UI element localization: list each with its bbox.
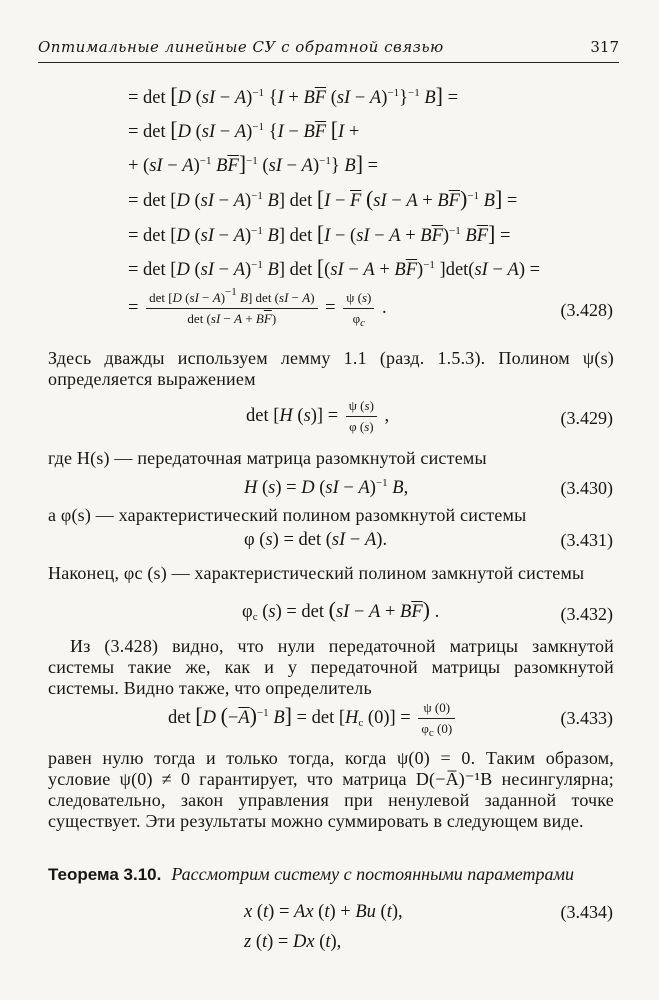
paragraph-open-loop-poly: а φ(s) — характеристический полином разомкнутой системы xyxy=(48,505,527,525)
derivation-line-1: = det [D (sI − A)$^{-1}$ {$I + B\overline{F}$ (sI − A)$^{-1}$}$^{-1}$ B] = xyxy=(128,83,459,108)
equation-3434-state: x (t) = Ax (t) + Bu (t), xyxy=(244,902,403,922)
equation-3429: det [H (s)] = $\frac{\psi (s)}{\varphi (s)}$ , xyxy=(246,398,390,434)
theorem-label: Теорема 3.10. xyxy=(48,865,162,884)
equation-3433: det [D $(-\overline{A})^{-1}$ $B] = \det [H_c$ (0)] = $\frac{\psi (0)}{\varphi_c (0)}$ xyxy=(168,700,458,737)
header-rule xyxy=(38,62,619,63)
paragraph-transfer-matrix: где H(s) — передаточная матрица разомкнутой системы xyxy=(48,448,487,468)
derivation-line-2: = det [D (sI − A)$^{-1}$ {$I - B\overline{F}$ [I + xyxy=(128,117,360,142)
derivation-line-5: = det [D (sI − A)$^{-1}$ B] $\det [I - (sI - A + B\overline{F})^{-1}$ $B\overline{F}$] = xyxy=(128,221,511,246)
paragraph-lemma: Здесь дважды используем лемму 1.1 (разд. 1.5.3). Полином ψ(s) определяется выражением xyxy=(48,348,614,389)
equation-3434-output: z (t) = Dx (t), xyxy=(244,932,342,952)
equation-number-3430: (3.430) xyxy=(560,478,613,498)
equation-3432: $\varphi_c$ $(s) = \det (sI - A + B\overline{F})$ . xyxy=(242,597,440,623)
running-header xyxy=(38,38,619,60)
equation-number-3429: (3.429) xyxy=(560,408,613,428)
equation-number-3431: (3.431) xyxy=(560,530,613,550)
paragraph-zeros: Из (3.428) видно, что нули передаточной матрицы замкнутой системы такие же, как и у передаточной матрицы разомкнутой системы. Видно также, что определитель xyxy=(48,636,614,698)
equation-number-3428: (3.428) xyxy=(560,300,613,320)
paragraph-nonsingular: равен нулю тогда и только тогда, когда ψ(0) = 0. Таким образом, условие ψ(0) ≠ 0 гарантирует, что матрица D(−A̅)⁻¹B несингулярна; следовательно, закон управления при ненулевой заданной точке существует. Эти результаты можно суммировать в следующем виде. xyxy=(48,748,614,831)
equation-number-3434: (3.434) xyxy=(560,902,613,922)
derivation-line-6: = det [D (sI − A)$^{-1}$ B] $\det [(sI - A + B\overline{F})^{-1}$ ]det(sI − A) = xyxy=(128,255,541,280)
equation-number-3432: (3.432) xyxy=(560,604,613,624)
equation-number-3433: (3.433) xyxy=(560,708,613,728)
paragraph-closed-loop-poly: Наконец, φc (s) — характеристический полином замкнутой системы xyxy=(48,563,585,583)
theorem-text: Рассмотрим систему с постоянными параметрами xyxy=(171,864,574,884)
equation-3431: φ (s) = det (sI − A). xyxy=(244,530,388,550)
running-title: Оптимальные линейные СУ с обратной связью xyxy=(38,38,444,56)
derivation-line-7: = $\frac{\det [D (sI - A)^{-1} B] \det (sI - A)}{\det (sI - A + B\overline{F})}$ = $\frac{\psi (s)}{\varphi_c}$ . xyxy=(128,286,387,329)
derivation-line-4: = det [D (sI − A)$^{-1}$ B] $\det [I - \overline{F}$ $(sI - A + B\overline{F})^{-1}$ B] = xyxy=(128,186,518,211)
derivation-line-3: + (sI − A)$^{-1}$ $B\overline{F}]^{-1}$ (sI − A)$^{-1}$} B] = xyxy=(128,151,379,176)
equation-3430: H (s) = D (sI − A)$^{-1}$ B, xyxy=(244,477,409,498)
page-number: 317 xyxy=(590,38,619,56)
theorem-statement xyxy=(48,864,574,885)
